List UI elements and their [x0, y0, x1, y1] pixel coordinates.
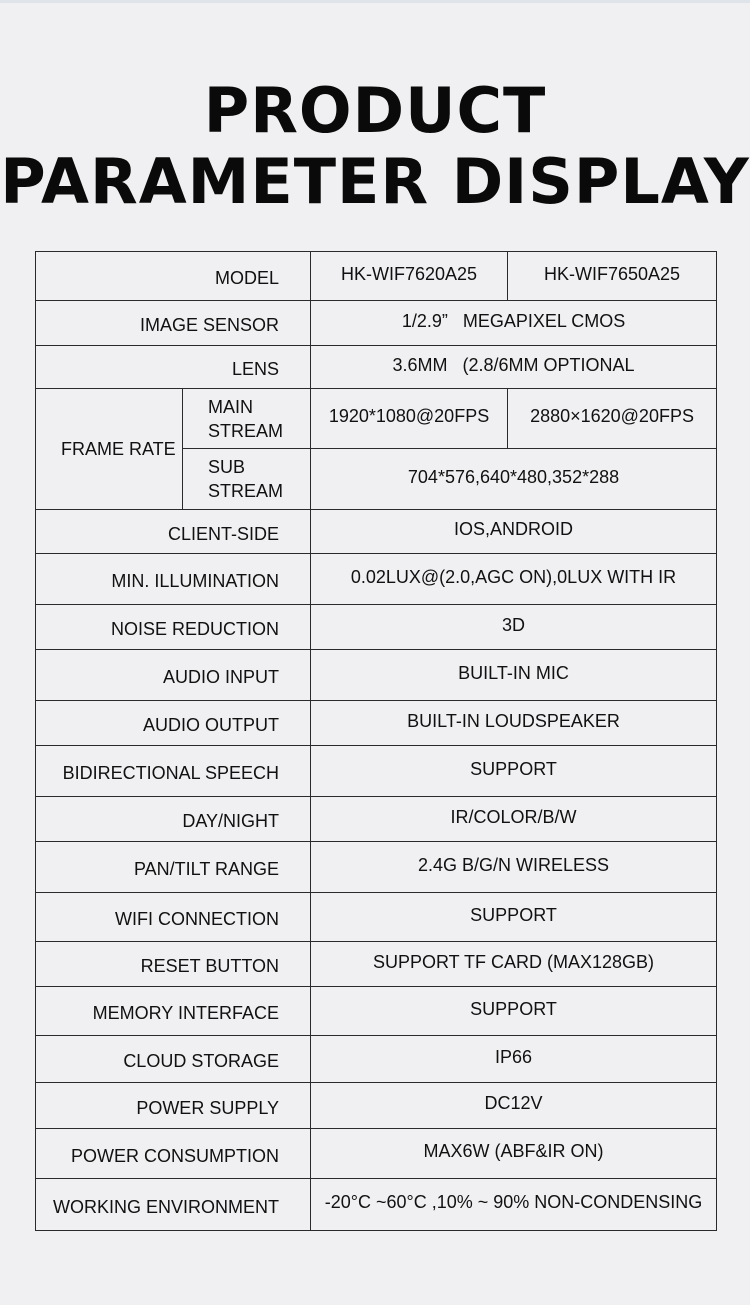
- row-value: IP66: [311, 1036, 717, 1083]
- table-row: [36, 510, 717, 554]
- table-row: [36, 987, 717, 1036]
- row-label: CLIENT-SIDE: [36, 510, 311, 554]
- frame-rate-label: FRAME RATE: [36, 389, 183, 510]
- row-label: WIFI CONNECTION: [36, 893, 311, 942]
- row-label: MEMORY INTERFACE: [36, 987, 311, 1036]
- sub-stream-value: 704*576,640*480,352*288: [311, 449, 717, 510]
- row-value: IOS,ANDROID: [311, 510, 717, 554]
- row-label: BIDIRECTIONAL SPEECH: [36, 746, 311, 797]
- row-label: PAN/TILT RANGE: [36, 842, 311, 893]
- table-row: [36, 1129, 717, 1179]
- row-value: IR/COLOR/B/W: [311, 797, 717, 842]
- main-stream-label: MAIN STREAM: [183, 389, 311, 449]
- row-label: POWER SUPPLY: [36, 1083, 311, 1129]
- model-value-1: HK-WIF7620A25: [311, 252, 508, 301]
- page-title: [0, 76, 750, 218]
- row-value: SUPPORT TF CARD (MAX128GB): [311, 942, 717, 987]
- table-row: [36, 1083, 717, 1129]
- row-value: DC12V: [311, 1083, 717, 1129]
- row-value: BUILT-IN MIC: [311, 650, 717, 701]
- table-row: [36, 650, 717, 701]
- model-label: MODEL: [36, 252, 311, 301]
- image-sensor-value: 1/2.9” MEGAPIXEL CMOS: [311, 301, 717, 346]
- main-stream-value-2: 2880×1620@20FPS: [508, 389, 717, 449]
- table-row-lens: [36, 346, 717, 389]
- row-value: 2.4G B/G/N WIRELESS: [311, 842, 717, 893]
- row-value: SUPPORT: [311, 746, 717, 797]
- lens-value: 3.6MM (2.8/6MM OPTIONAL: [311, 346, 717, 389]
- table-row: [36, 554, 717, 605]
- table-row-frame-rate-main: [36, 389, 717, 449]
- row-value: MAX6W (ABF&IR ON): [311, 1129, 717, 1179]
- row-value: 0.02LUX@(2.0,AGC ON),0LUX WITH IR: [311, 554, 717, 605]
- row-label: CLOUD STORAGE: [36, 1036, 311, 1083]
- table-row: [36, 1036, 717, 1083]
- row-value: -20°C ~60°C ,10% ~ 90% NON-CONDENSING: [311, 1179, 717, 1231]
- row-value: BUILT-IN LOUDSPEAKER: [311, 701, 717, 746]
- row-label: POWER CONSUMPTION: [36, 1129, 311, 1179]
- table-row: [36, 605, 717, 650]
- table-row: [36, 797, 717, 842]
- table-row-model: [36, 252, 717, 301]
- table-row: [36, 893, 717, 942]
- image-sensor-label: IMAGE SENSOR: [36, 301, 311, 346]
- row-value: SUPPORT: [311, 987, 717, 1036]
- table-row: [36, 1179, 717, 1231]
- table-row: [36, 842, 717, 893]
- table-row: [36, 746, 717, 797]
- row-label: NOISE REDUCTION: [36, 605, 311, 650]
- title-line-2: PARAMETER DISPLAY: [0, 145, 750, 218]
- row-label: WORKING ENVIRONMENT: [36, 1179, 311, 1231]
- title-line-1: PRODUCT: [203, 74, 547, 147]
- table-row-image-sensor: [36, 301, 717, 346]
- sub-stream-label: SUB STREAM: [183, 449, 311, 510]
- lens-label: LENS: [36, 346, 311, 389]
- parameter-table: [35, 251, 717, 1231]
- row-label: AUDIO INPUT: [36, 650, 311, 701]
- model-value-2: HK-WIF7650A25: [508, 252, 717, 301]
- row-label: RESET BUTTON: [36, 942, 311, 987]
- table-row: [36, 701, 717, 746]
- row-value: 3D: [311, 605, 717, 650]
- row-label: MIN. ILLUMINATION: [36, 554, 311, 605]
- row-label: DAY/NIGHT: [36, 797, 311, 842]
- row-label: AUDIO OUTPUT: [36, 701, 311, 746]
- main-stream-value-1: 1920*1080@20FPS: [311, 389, 508, 449]
- top-border-line: [0, 0, 750, 3]
- table-row: [36, 942, 717, 987]
- row-value: SUPPORT: [311, 893, 717, 942]
